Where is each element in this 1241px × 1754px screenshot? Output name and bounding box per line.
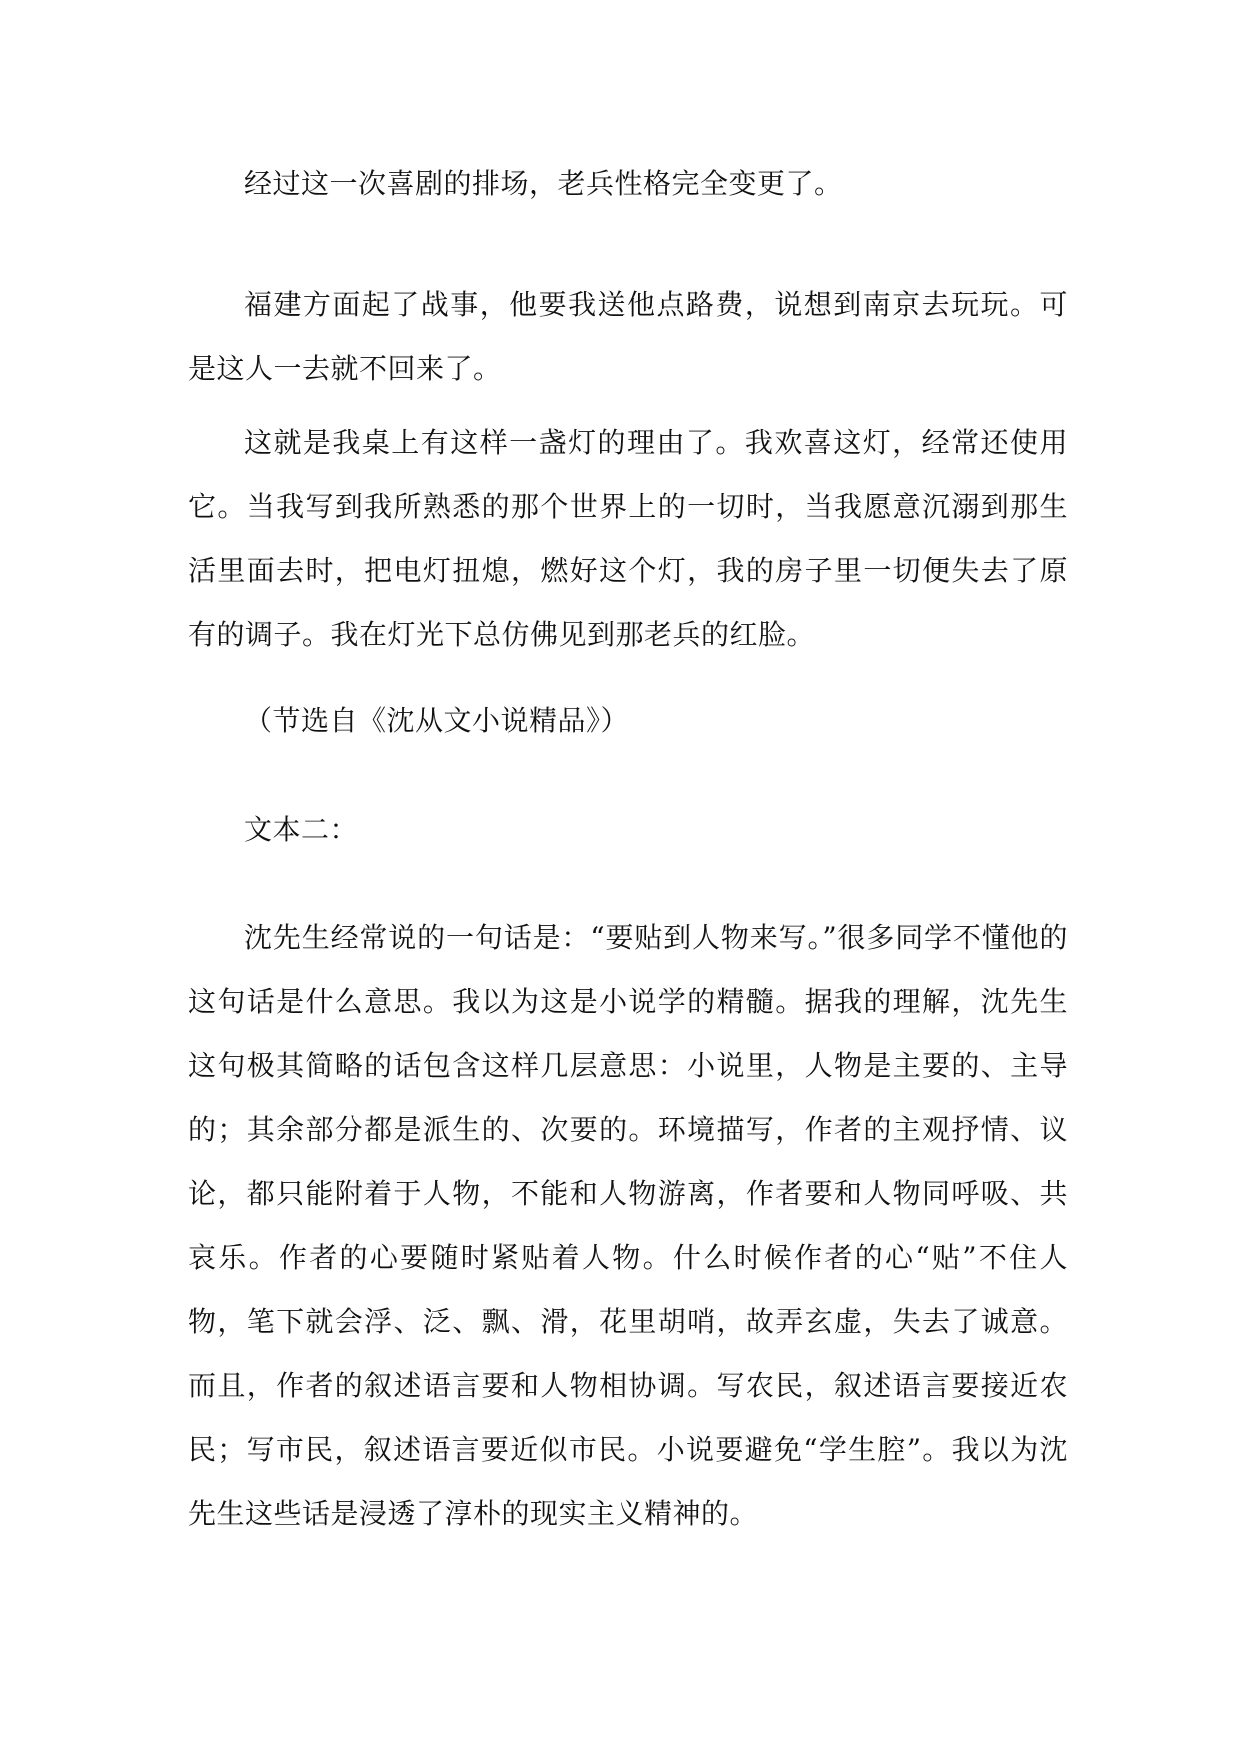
text-two-heading: 文本二： [244, 813, 359, 846]
paragraph-write-close-to-characters: 沈先生经常说的一句话是：“要贴到人物来写。”很多同学不懂他的这句话是什么意思。我以为这是小说学的精髓。据我的理解，沈先生这句极其简略的话包含这样几层意思：小说里，人物是主要的、主导的；其余部分都是派生的、次要的。环境描写，作者的主观抒情、议论，都只能附着于人物，不能和人物游离，作者要和人物同呼吸、共哀乐。作者的心要随时紧贴着人物。什么时候作者的心“贴”不住人物，笔下就会浮、泛、飘、滑，花里胡哨，故弄玄虚，失去了诚意。而且，作者的叙述语言要和人物相协调。写农民，叙述语言要接近农民；写市民，叙述语言要近似市民。小说要避免“学生腔”。我以为沈先生这些话是浸透了淳朴的现实主义精神的。 [188, 921, 1068, 1530]
paragraph-went-to-nanjing: 福建方面起了战事，他要我送他点路费，说想到南京去玩玩。可是这人一去就不回来了。 [188, 288, 1068, 385]
paragraph-veteran-changed: 经过这一次喜剧的排场，老兵性格完全变更了。 [244, 167, 843, 200]
source-citation: （节选自《沈从文小说精品》） [244, 704, 630, 737]
paragraph-lamp-reason: 这就是我桌上有这样一盏灯的理由了。我欢喜这灯，经常还使用它。当我写到我所熟悉的那个世界上的一切时，当我愿意沉溺到那生活里面去时，把电灯扭熄，燃好这个灯，我的房子里一切便失去了原有的调子。我在灯光下总仿佛见到那老兵的红脸。 [188, 426, 1068, 651]
